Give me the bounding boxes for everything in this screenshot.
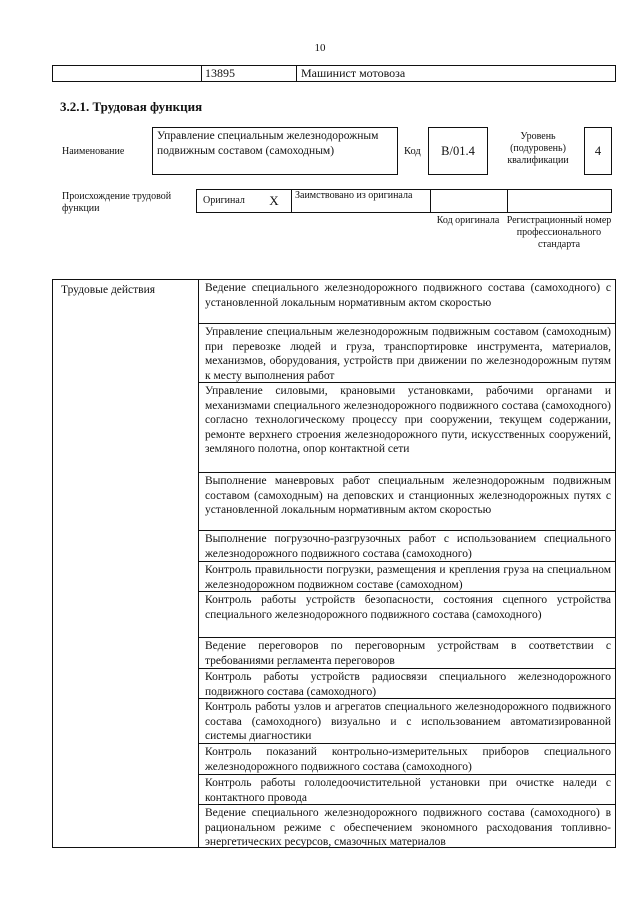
- labor-action-item: Выполнение маневровых работ специальным железнодорожным подвижным составом (самоходным) на деповских и станционных железнодорожных путях с установленной локальным нормативным актом скоростью: [199, 473, 615, 531]
- registration-number-caption: Регистрационный номер профессионального стандарта: [506, 215, 612, 250]
- registration-number-cell: [507, 190, 611, 212]
- labor-action-item: Контроль работы гололедоочистительной установки при очистке наледи с контактного провода: [199, 775, 615, 805]
- empty-cell: [53, 66, 202, 81]
- labor-action-item: Управление специальным железнодорожным подвижным составом (самоходным) при перевозке людей и груза, транспортировке инструмента, материалов, механизмов, оборудования, устройств при движении по железнодорожным путям к месту выполнения работ: [199, 324, 615, 383]
- labor-action-item: Ведение переговоров по переговорным устройствам в соответствии с требованиями регламента переговоров: [199, 638, 615, 669]
- borrowed-label: Заимствовано из оригинала: [291, 190, 431, 212]
- profession-code: 13895: [201, 66, 297, 81]
- profession-title: Машинист мотовоза: [301, 66, 406, 80]
- profession-code-row: [52, 65, 616, 82]
- page-number: 10: [314, 42, 326, 54]
- qualification-level: 4: [584, 127, 612, 175]
- labor-actions-table: [52, 279, 616, 848]
- labor-action-item: Выполнение погрузочно-разгрузочных работ с использованием специального железнодорожного подвижного состава (самоходного): [199, 531, 615, 562]
- labor-actions-list: [199, 280, 615, 847]
- qualification-level-label: Уровень (подуровень) квалификации: [507, 131, 569, 166]
- origin-row: [196, 189, 612, 213]
- labor-action-item: Контроль правильности погрузки, размещения и крепления груза на специальном железнодорожном подвижном составе (самоходном): [199, 562, 615, 592]
- labor-action-item: Контроль работы устройств безопасности, состояния сцепного устройства специального железнодорожного подвижного состава (самоходного): [199, 592, 615, 638]
- original-mark: X: [257, 190, 292, 212]
- labor-action-item: Контроль работы узлов и агрегатов специального железнодорожного подвижного состава (самоходного) визуально и с использованием автоматизированной системы диагностики: [199, 699, 615, 744]
- section-title: 3.2.1. Трудовая функция: [60, 99, 203, 114]
- labor-action-item: Контроль показаний контрольно-измерительных приборов специального железнодорожного подвижного состава (самоходного): [199, 744, 615, 775]
- function-code: B/01.4: [428, 127, 488, 175]
- labor-action-item: Контроль работы устройств радиосвязи специального железнодорожного подвижного состава (самоходного): [199, 669, 615, 699]
- labor-actions-label-cell: [53, 280, 199, 847]
- name-label: Наименование: [62, 146, 125, 157]
- code-label: Код: [404, 146, 421, 157]
- labor-action-item: Ведение специального железнодорожного подвижного состава (самоходного) в рациональном режиме с обеспечением экономного расходования топливно-энергетических ресурсов, смазочных материалов: [205, 807, 611, 847]
- original-code-caption: Код оригинала: [436, 215, 500, 226]
- original-code-cell: [431, 190, 508, 212]
- original-label: Оригинал: [203, 195, 245, 206]
- labor-action-item: Ведение специального железнодорожного подвижного состава (самоходного) с установленной локальным нормативным актом скоростью: [199, 280, 615, 324]
- labor-actions-label: Трудовые действия: [61, 284, 156, 296]
- origin-label: Происхождение трудовой функции: [62, 191, 172, 214]
- labor-action-item: Управление силовыми, крановыми установками, рабочими органами и механизмами специального железнодорожного подвижного состава (самоходного) согласно технологическому процессу при сооружении, текущем содержании, ремонте верхнего строения железнодорожного пути, искусственных сооружений, земляного полотна, опор контактной сети: [199, 383, 615, 473]
- function-name: Управление специальным железнодорожным подвижным составом (самоходным): [152, 127, 398, 175]
